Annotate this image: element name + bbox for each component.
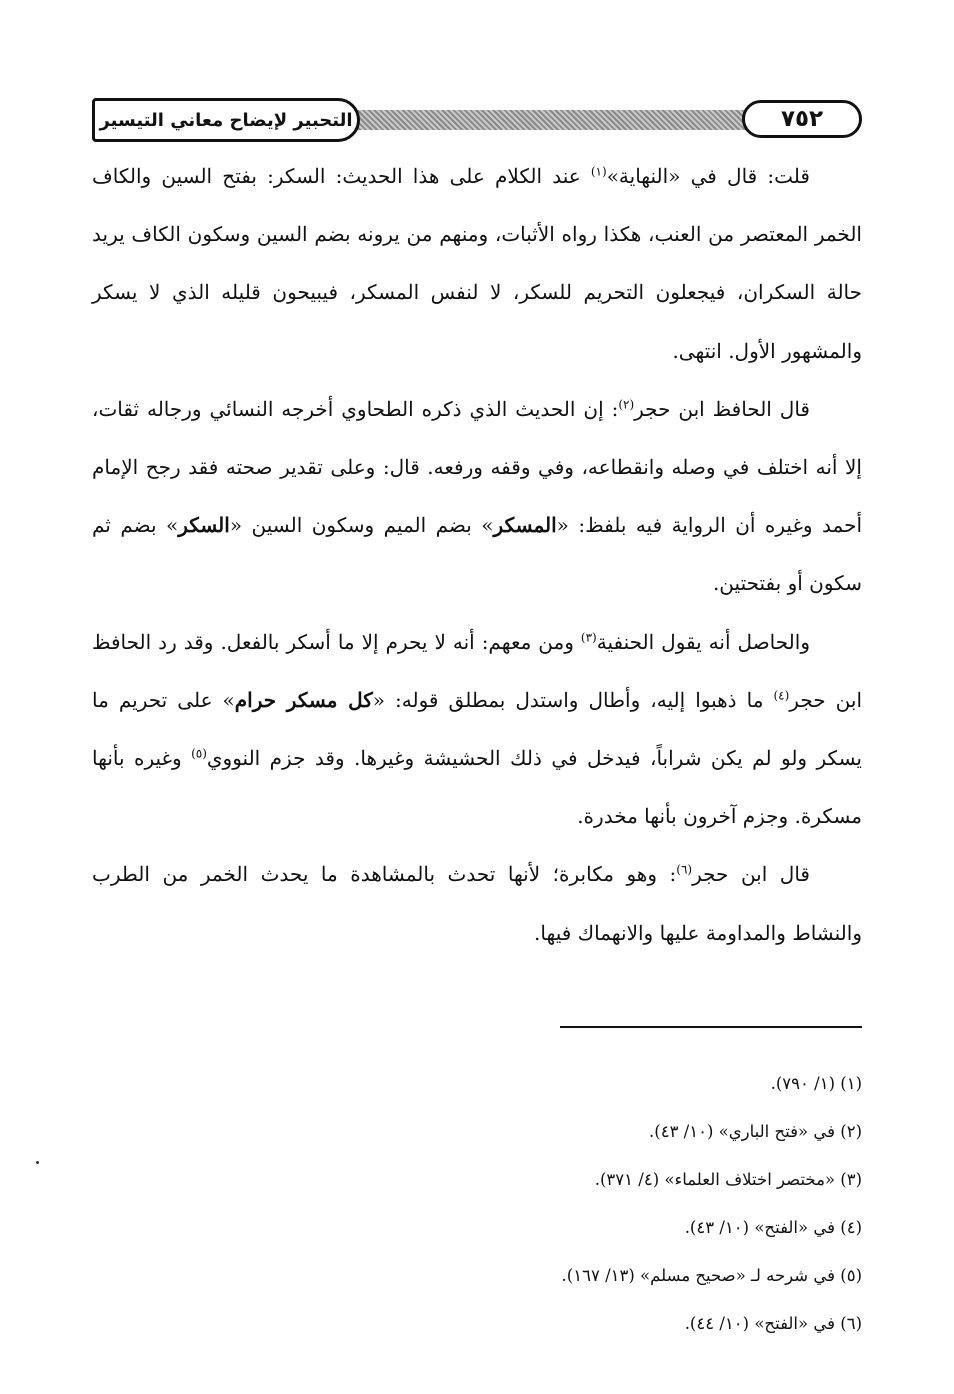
scan-speck [36,1161,39,1164]
bold-term: السكر [178,513,230,538]
paragraph-1 [92,147,862,380]
footnote-ref: (٤) [773,688,790,703]
footnote-ref: (٦) [676,862,693,877]
page-header [92,98,862,144]
bold-term: كل مسكر حرام [234,687,373,712]
text-run: قال الحافظ ابن حجر [634,396,810,421]
footnote-ref: (٣) [580,629,597,644]
text-run: وغيره بأنها مسكرة. وجزم آخرون بأنها مخدرة. [92,746,862,829]
footnote-ref: (٢) [618,397,635,412]
book-title: التحبير لإيضاح معاني التيسير [92,98,360,142]
footnote-ref: (٥) [191,746,207,761]
text-run: » بضم الميم وسكون السين « [229,513,494,538]
text-run: : إن الحديث الذي ذكره الطحاوي أخرجه النسائي ورجاله ثقات، إلا أنه اختلف في وصله وانقطاعه، وفي وقفه ورفعه. قال: وعلى تقدير صحته فقد رجح الإمام أحمد وغيره أن الرواية فيه بلفظ: « [92,396,862,538]
text-run: : وهو مكابرة؛ لأنها تحدث بالمشاهدة ما يحدث الخمر من الطرب والنشاط والمداومة عليها والانهماك فيها. [92,862,862,945]
paragraph-4 [92,845,862,961]
footnote-4: (٤) في «الفتح» (١٠/ ٤٣). [684,1218,862,1237]
page-number: ٧٥٢ [742,100,862,138]
text-run: عند الكلام على هذا الحديث: السكر: بفتح السين والكاف الخمر المعتصر من العنب، هكذا رواه الأثبات، ومنهم من يرونه بضم السين وسكون الكاف يريد حالة السكران، فيجعلون التحريم للسكر، لا لنفس المسكر، فيبيحون قليله الذي لا يسكر والمشهور الأول. انتهى. [92,164,862,363]
footnote-3: (٣) «مختصر اختلاف العلماء» (٤/ ٣٧١). [594,1170,862,1189]
text-run: ومن معهم: أنه لا يحرم إلا ما أسكر بالفعل. وقد رد الحافظ ابن حجر [92,629,862,712]
text-run: والحاصل أنه يقول الحنفية [596,629,810,654]
footnote-ref: (١) [590,164,607,179]
footnotes [92,1060,862,1348]
footnote-separator [560,1026,862,1028]
footnote-5: (٥) في شرحه لـ «صحيح مسلم» (١٣/ ١٦٧). [561,1266,862,1285]
text-run: قلت: قال في «النهاية» [606,164,810,188]
main-text [92,147,862,962]
text-run: » على تحريم ما يسكر ولو لم يكن شراباً، فيدخل في ذلك الحشيشة وغيرها. وقد جزم النووي [92,687,862,771]
paragraph-2 [92,380,862,613]
text-run: ما ذهبوا إليه، وأطال واستدل بمطلق قوله: « [372,687,774,712]
text-run: قال ابن حجر [692,862,810,887]
bold-term: المسكر [493,513,557,538]
text-run: » بضم ثم سكون أو بفتحتين. [92,513,862,596]
footnote-1: (١) (١/ ٧٩٠). [770,1074,862,1093]
footnote-6: (٦) في «الفتح» (١٠/ ٤٤). [684,1314,862,1333]
footnote-2: (٢) في «فتح الباري» (١٠/ ٤٣). [649,1122,862,1141]
paragraph-3 [92,613,862,846]
